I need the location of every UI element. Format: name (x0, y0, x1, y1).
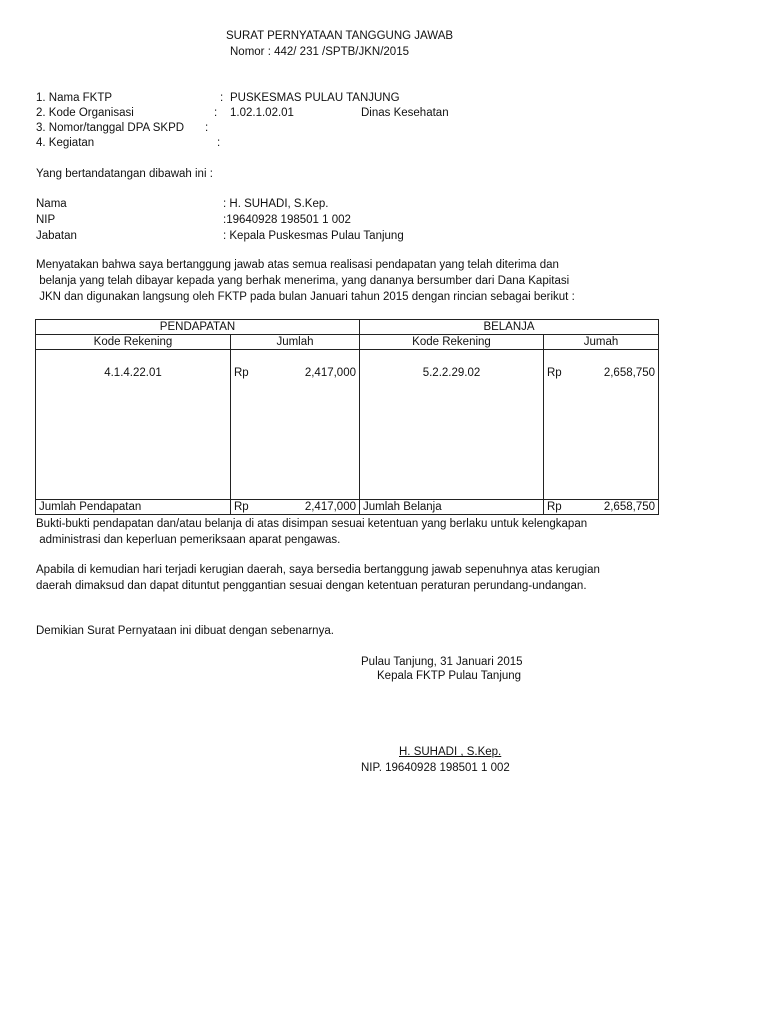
signer-value: :19640928 198501 1 002 (223, 214, 351, 226)
income-currency-cell: Rp (231, 350, 266, 500)
table-row (36, 350, 659, 500)
identity-extra: Dinas Kesehatan (361, 107, 449, 119)
place-date: Pulau Tanjung, 31 Januari 2015 (361, 656, 523, 668)
expense-header: BELANJA (360, 320, 659, 335)
document-title: SURAT PERNYATAAN TANGGUNG JAWAB (226, 30, 454, 42)
identity-label: 2. Kode Organisasi (36, 107, 134, 119)
expense-total-amount: 2,658,750 (579, 500, 659, 515)
expense-total-currency: Rp (544, 500, 579, 515)
expense-currency-cell: Rp (544, 350, 579, 500)
statement-line: belanja yang telah dibayar kepada yang berhak menerima, yang dananya bersumber dari Dana Kapitasi (36, 275, 570, 287)
identity-separator: : (214, 107, 218, 119)
paragraph-line: Bukti-bukti pendapatan dan/atau belanja di atas disimpan sesuai ketentuan yang berlaku untuk kelengkapan (36, 518, 588, 530)
table-column-header-row (36, 335, 659, 350)
closing-statement: Demikian Surat Pernyataan ini dibuat dengan sebenarnya. (36, 625, 334, 637)
expense-code-header: Kode Rekening (360, 335, 544, 350)
expense-code-cell: 5.2.2.29.02 (360, 350, 544, 500)
income-amount-cell: 2,417,000 (266, 350, 360, 500)
signer-label: NIP (36, 214, 56, 226)
financial-table (35, 319, 659, 515)
income-amount-header: Jumlah (231, 335, 360, 350)
income-total-currency: Rp (231, 500, 266, 515)
identity-separator: : (205, 122, 209, 134)
signer-label: Jabatan (36, 230, 77, 242)
identity-label: 4. Kegiatan (36, 137, 95, 149)
signer-label: Nama (36, 198, 67, 210)
statement-line: JKN dan digunakan langsung oleh FKTP pada bulan Januari tahun 2015 dengan rincian sebagai berikut : (36, 291, 575, 303)
table-total-row (36, 500, 659, 515)
statement-line: Menyatakan bahwa saya bertanggung jawab atas semua realisasi pendapatan yang telah diterima dan (36, 259, 559, 271)
identity-separator: : (217, 137, 221, 149)
signer-value: : H. SUHADI, S.Kep. (223, 198, 329, 210)
signer-nip: NIP. 19640928 198501 1 002 (361, 762, 510, 774)
income-code-header: Kode Rekening (36, 335, 231, 350)
income-code-cell: 4.1.4.22.01 (36, 350, 231, 500)
expense-amount-cell: 2,658,750 (579, 350, 659, 500)
table-section-header-row (36, 320, 659, 335)
paragraph-line: Apabila di kemudian hari terjadi kerugian daerah, saya bersedia bertanggung jawab sepenuhnya atas kerugian (36, 564, 600, 576)
signer-name: H. SUHADI , S.Kep. (399, 746, 502, 758)
document-number: Nomor : 442/ 231 /SPTB/JKN/2015 (230, 46, 409, 58)
income-total-amount: 2,417,000 (266, 500, 360, 515)
signer-intro: Yang bertandatangan dibawah ini : (36, 168, 213, 180)
identity-label: 3. Nomor/tanggal DPA SKPD (36, 122, 185, 134)
identity-value: PUSKESMAS PULAU TANJUNG (230, 92, 400, 104)
expense-amount-header: Jumah (544, 335, 659, 350)
identity-separator: : (220, 92, 224, 104)
income-total-label: Jumlah Pendapatan (36, 500, 231, 515)
paragraph-line: daerah dimaksud dan dapat dituntut penggantian sesuai dengan ketentuan peraturan perundang-undangan. (36, 580, 587, 592)
identity-value: 1.02.1.02.01 (230, 107, 294, 119)
paragraph-line: administrasi dan keperluan pemeriksaan aparat pengawas. (36, 534, 341, 546)
expense-total-label: Jumlah Belanja (360, 500, 544, 515)
signer-value: : Kepala Puskesmas Pulau Tanjung (223, 230, 404, 242)
identity-label: 1. Nama FKTP (36, 92, 113, 104)
signer-position: Kepala FKTP Pulau Tanjung (377, 670, 522, 682)
income-header: PENDAPATAN (36, 320, 360, 335)
